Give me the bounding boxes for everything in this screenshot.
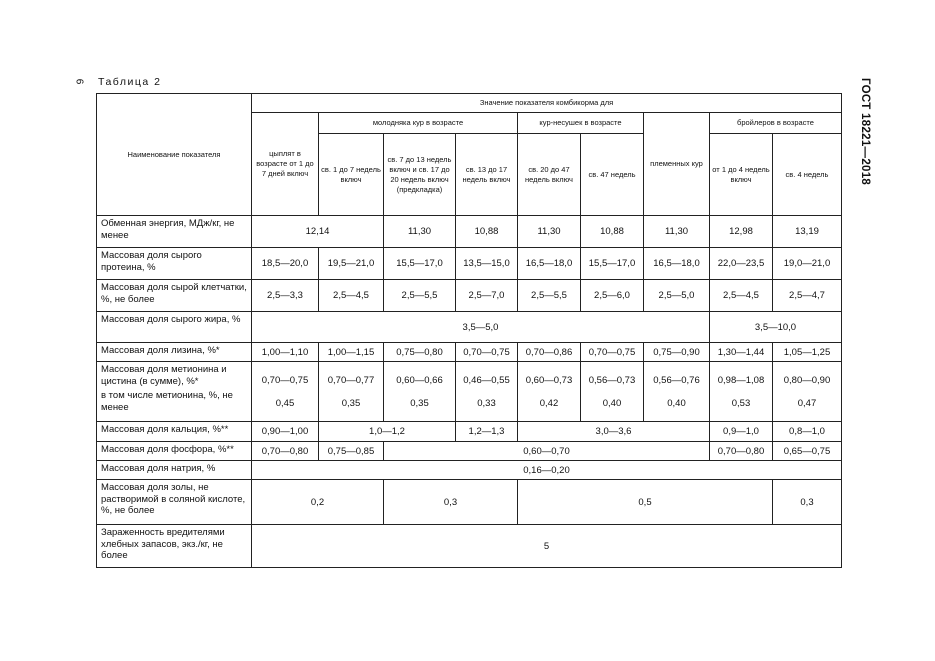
- table-row: [97, 248, 842, 280]
- table-row: [97, 280, 842, 312]
- row-label: Массовая доля золы, не растворимой в соляной кислоте, %, не более: [97, 480, 252, 525]
- cell-value: 19,0—21,0: [773, 248, 842, 280]
- row-label: Массовая доля фосфора, %**: [97, 442, 252, 461]
- cell-value: 3,0—3,6: [518, 422, 710, 442]
- cell-value: 11,30: [644, 216, 710, 248]
- cell-value: 2,5—5,5: [384, 280, 456, 312]
- cell-value: 2,5—3,3: [252, 280, 319, 312]
- cell-value: 13,5—15,0: [456, 248, 518, 280]
- cell-value: 2,5—4,5: [319, 280, 384, 312]
- cell-value: 3,5—10,0: [710, 312, 842, 343]
- cell-value: 11,30: [384, 216, 456, 248]
- cell-value: 0,56—0,73 0,40: [581, 362, 644, 422]
- table-caption: Таблица 2: [98, 76, 162, 88]
- row-label: Массовая доля натрия, %: [97, 461, 252, 480]
- cell-value: 1,30—1,44: [710, 343, 773, 362]
- cell-value: 0,70—0,75: [581, 343, 644, 362]
- cell-value: 0,3: [773, 480, 842, 525]
- cell-value: 0,60—0,73 0,42: [518, 362, 581, 422]
- cell-value: 0,9—1,0: [710, 422, 773, 442]
- young-1-header: св. 1 до 7 недель включ: [319, 134, 384, 216]
- cell-value: 0,56—0,76 0,40: [644, 362, 710, 422]
- cell-value: 22,0—23,5: [710, 248, 773, 280]
- cell-value: 0,70—0,80: [710, 442, 773, 461]
- cell-value: 0,70—0,75 0,45: [252, 362, 319, 422]
- breeding-header: племенных кур: [644, 113, 710, 216]
- cell-value: 11,30: [518, 216, 581, 248]
- cell-value: 12,14: [252, 216, 384, 248]
- row-label: Зараженность вредителями хлебных запасов, экз./кг, не более: [97, 525, 252, 568]
- standard-label: ГОСТ 18221—2018: [859, 78, 871, 186]
- cell-value: 0,98—1,08 0,53: [710, 362, 773, 422]
- cell-value: 0,60—0,70: [384, 442, 710, 461]
- table-row: [97, 442, 842, 461]
- table-row: [97, 422, 842, 442]
- cell-value: 15,5—17,0: [384, 248, 456, 280]
- cell-value: 2,5—4,7: [773, 280, 842, 312]
- cell-value: 5: [252, 525, 842, 568]
- young-3-header: св. 13 до 17 недель включ: [456, 134, 518, 216]
- cell-value: 12,98: [710, 216, 773, 248]
- cell-value: 0,65—0,75: [773, 442, 842, 461]
- methionine-label: Массовая доля метионина и цистина (в сумме), %*: [101, 364, 227, 387]
- table-row: [97, 461, 842, 480]
- cell-value: 0,70—0,77 0,35: [319, 362, 384, 422]
- cell-value: 0,70—0,75: [456, 343, 518, 362]
- cell-value: 0,8—1,0: [773, 422, 842, 442]
- feed-requirements-table: [96, 93, 842, 568]
- cell-value: 15,5—17,0: [581, 248, 644, 280]
- broilers-2-header: св. 4 недель: [773, 134, 842, 216]
- cell-value: 0,75—0,85: [319, 442, 384, 461]
- page-number: 6: [73, 78, 85, 85]
- broilers-group-header: бройлеров в возрасте: [710, 113, 842, 134]
- cell-value: 16,5—18,0: [518, 248, 581, 280]
- cell-value: 0,46—0,55 0,33: [456, 362, 518, 422]
- row-label: Массовая доля сырого жира, %: [97, 312, 252, 343]
- table-row: [97, 216, 842, 248]
- cell-value: 0,80—0,90 0,47: [773, 362, 842, 422]
- layers-2-header: св. 47 недель: [581, 134, 644, 216]
- cell-value: 0,75—0,90: [644, 343, 710, 362]
- table-row: [97, 525, 842, 568]
- young-group-header: молодняка кур в возрасте: [319, 113, 518, 134]
- methionine-sub-label: в том числе метионина, %, не менее: [101, 390, 233, 413]
- cell-value: 0,70—0,80: [252, 442, 319, 461]
- cell-value: 13,19: [773, 216, 842, 248]
- table-row: [97, 480, 842, 525]
- cell-value: 0,2: [252, 480, 384, 525]
- row-label: Массовая доля кальция, %**: [97, 422, 252, 442]
- cell-value: 16,5—18,0: [644, 248, 710, 280]
- cell-value: 0,70—0,86: [518, 343, 581, 362]
- row-label: Массовая доля лизина, %*: [97, 343, 252, 362]
- cell-value: 10,88: [456, 216, 518, 248]
- cell-value: 10,88: [581, 216, 644, 248]
- table-row: [97, 312, 842, 343]
- table-row: [97, 343, 842, 362]
- cell-value: 2,5—5,5: [518, 280, 581, 312]
- cell-value: 2,5—6,0: [581, 280, 644, 312]
- cell-value: 0,5: [518, 480, 773, 525]
- cell-value: 1,00—1,15: [319, 343, 384, 362]
- cell-value: 0,75—0,80: [384, 343, 456, 362]
- cell-value: 1,2—1,3: [456, 422, 518, 442]
- row-label: Обменная энергия, МДж/кг, не менее: [97, 216, 252, 248]
- cell-value: 3,5—5,0: [252, 312, 710, 343]
- cell-value: 19,5—21,0: [319, 248, 384, 280]
- cell-value: 0,90—1,00: [252, 422, 319, 442]
- row-label: Массовая доля сырой клетчатки, %, не более: [97, 280, 252, 312]
- cell-value: 0,16—0,20: [252, 461, 842, 480]
- cell-value: 0,3: [384, 480, 518, 525]
- young-2-header: св. 7 до 13 недель включ и св. 17 до 20 недель включ (предкладка): [384, 134, 456, 216]
- param-name-header: Наименование показателя: [97, 94, 252, 216]
- cell-value: 0,60—0,66 0,35: [384, 362, 456, 422]
- cell-value: 18,5—20,0: [252, 248, 319, 280]
- group-title-header: Значение показателя комбикорма для: [252, 94, 842, 113]
- layers-1-header: св. 20 до 47 недель включ: [518, 134, 581, 216]
- layers-group-header: кур-несушек в возрасте: [518, 113, 644, 134]
- row-label: Массовая доля сырого протеина, %: [97, 248, 252, 280]
- row-label: [97, 362, 252, 422]
- broilers-1-header: от 1 до 4 недель включ: [710, 134, 773, 216]
- cell-value: 2,5—4,5: [710, 280, 773, 312]
- cell-value: 1,0—1,2: [319, 422, 456, 442]
- cell-value: 2,5—7,0: [456, 280, 518, 312]
- cell-value: 1,05—1,25: [773, 343, 842, 362]
- cell-value: 2,5—5,0: [644, 280, 710, 312]
- table-row: [97, 362, 842, 422]
- cell-value: 1,00—1,10: [252, 343, 319, 362]
- chicks-header: цыплят в возрасте от 1 до 7 дней включ: [252, 113, 319, 216]
